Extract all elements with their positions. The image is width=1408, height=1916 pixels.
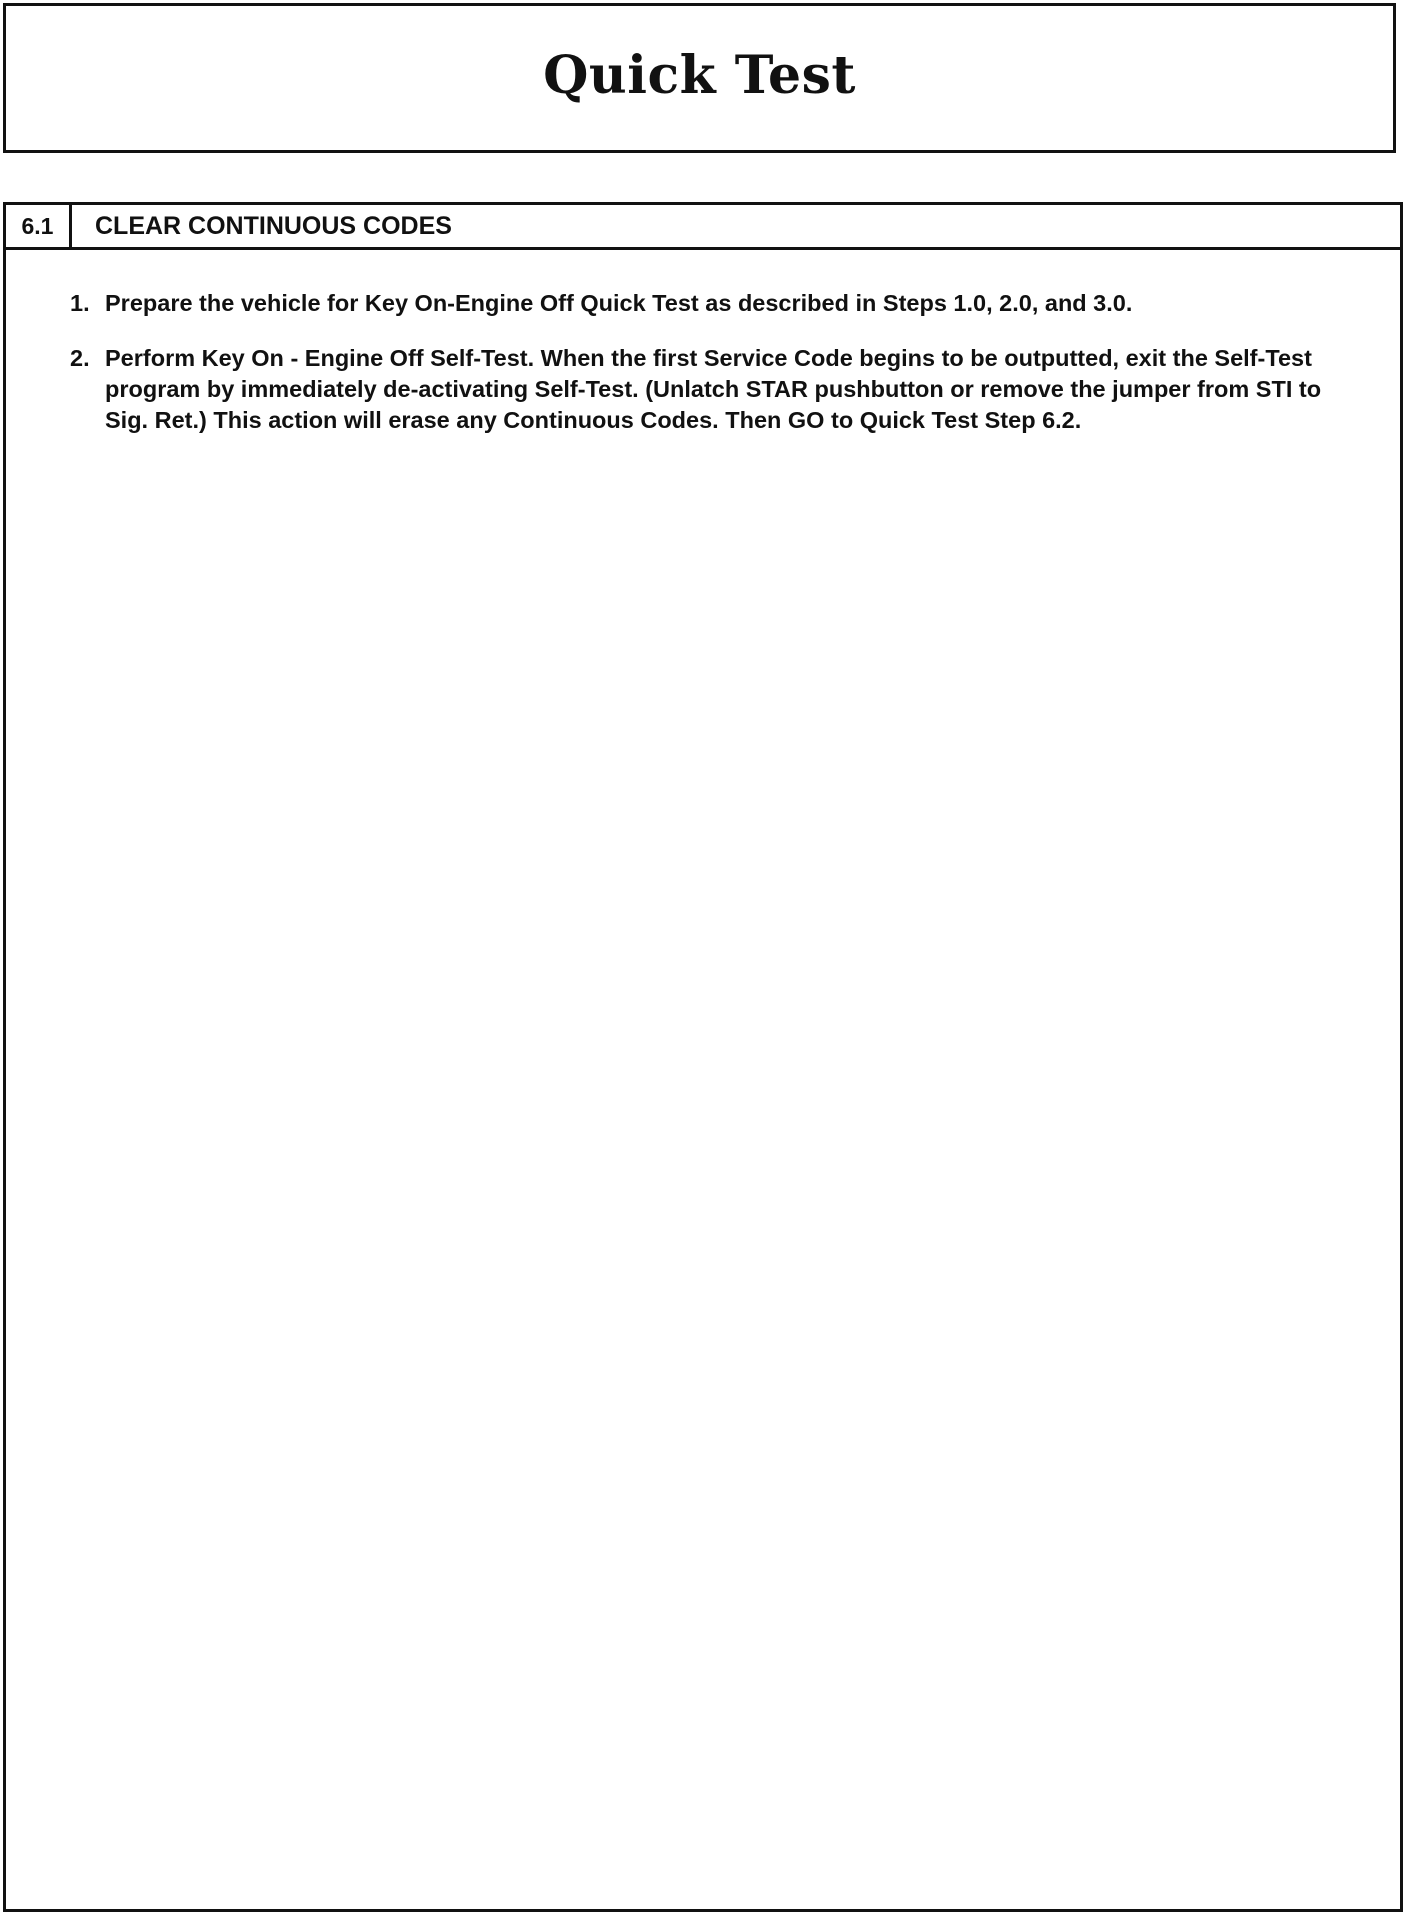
item-text: Perform Key On - Engine Off Self-Test. When the first Service Code begins to be outputted, exit the Self-Test program by immediately de-activating Self-Test. (Unlatch STAR pushbutton or remove the jumper from STI to Sig. Ret.) This action will erase any Continuous Codes. Then GO to Quick Test Step 6.2. — [105, 345, 1322, 433]
item-number: 2. — [70, 345, 90, 371]
instruction-list — [70, 288, 1370, 460]
step-number: 6.1 — [6, 205, 72, 247]
item-number: 1. — [70, 290, 90, 316]
section-header — [6, 205, 1400, 250]
test-step-section — [3, 202, 1403, 1912]
step-title: CLEAR CONTINUOUS CODES — [95, 211, 452, 240]
item-text: Prepare the vehicle for Key On-Engine Off Quick Test as described in Steps 1.0, 2.0, and 3.0. — [105, 290, 1133, 316]
list-item — [70, 343, 1370, 436]
title-box — [3, 3, 1396, 153]
list-item — [70, 288, 1370, 319]
page-title: Quick Test — [543, 45, 856, 106]
